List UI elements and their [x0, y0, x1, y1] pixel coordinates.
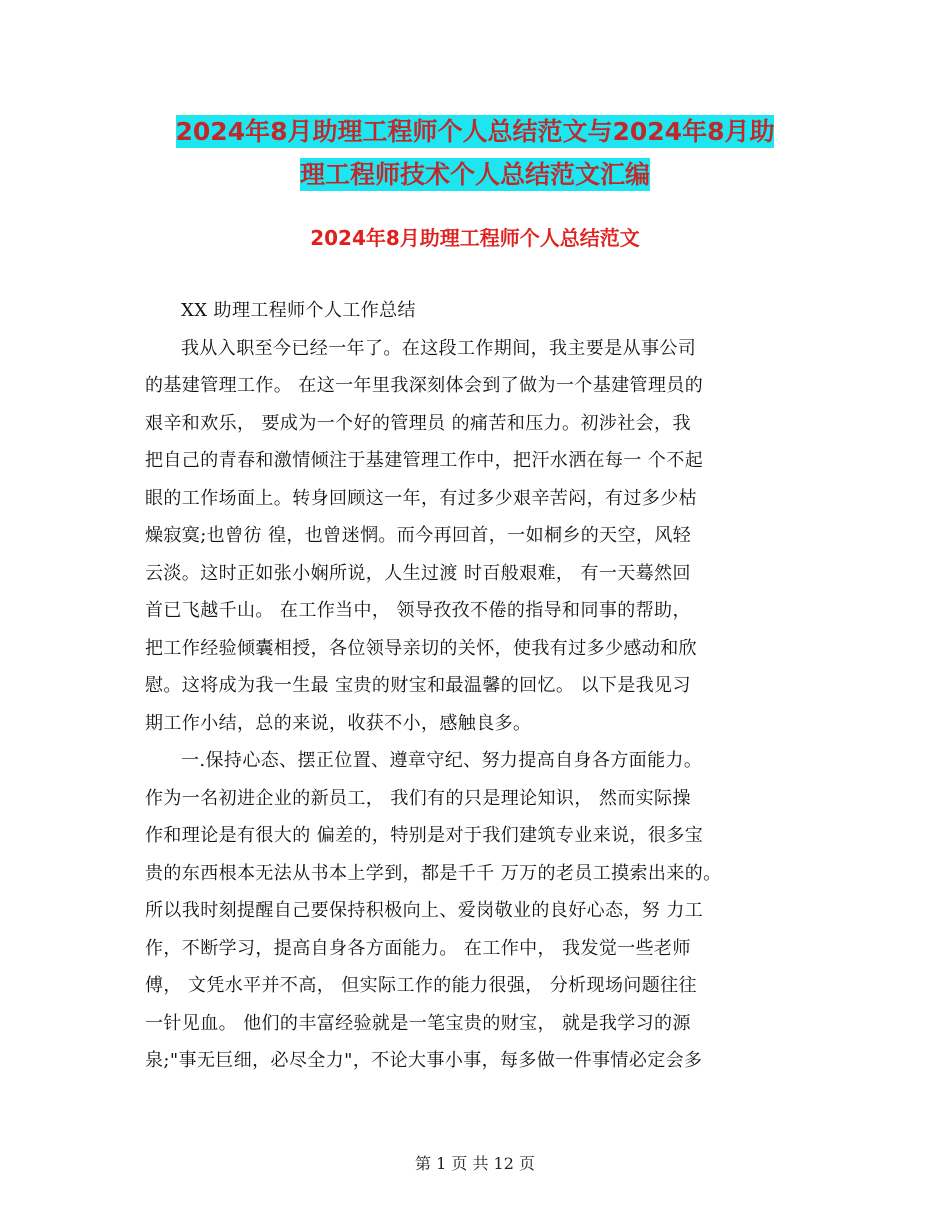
text-line: 作为一名初进企业的新员工， 我们有的只是理论知识， 然而实际操 [145, 787, 691, 809]
text-line: 泉;"事无巨细，必尽全力"，不论大事小事，每多做一件事情必定会多 [145, 1050, 703, 1071]
text-line: 艰辛和欢乐， 要成为一个好的管理员 的痛苦和压力。初涉社会，我 [145, 412, 691, 434]
text-line: 云淡。这时正如张小娴所说，人生过渡 时百般艰难， 有一天蓦然回 [145, 562, 691, 584]
text-line: 我从入职至今已经一年了。在这段工作期间，我主要是从事公司 [181, 337, 697, 359]
document-title-line-1 [0, 113, 950, 151]
text-line: 一.保持心态、摆正位置、遵章守纪、努力提高自身各方面能力。 [181, 750, 703, 771]
text-line: 期工作小结，总的来说，收获不小，感触良多。 [145, 712, 532, 734]
text-line: 把工作经验倾囊相授，各位领导亲切的关怀，使我有过多少感动和欣 [145, 637, 697, 659]
text-line: 所以我时刻提醒自己要保持积极向上、爱岗敬业的良好心态，努 力工 [145, 900, 704, 921]
text-line: 的基建管理工作。 在这一年里我深刻体会到了做为一个基建管理员的 [145, 375, 704, 396]
section-title: 2024年8月助理工程师个人总结范文 [310, 226, 640, 250]
text-line: 傅， 文凭水平并不高， 但实际工作的能力很强， 分析现场问题往往 [145, 975, 697, 996]
page-footer: 第 1 页 共 12 页 [415, 1154, 535, 1173]
text-line: 作和理论是有很大的 偏差的，特别是对于我们建筑专业来说，很多宝 [145, 825, 704, 846]
title-highlight-2: 理工程师技术个人总结范文汇编 [299, 160, 650, 189]
text-line: 一针见血。 他们的丰富经验就是一笔宝贵的财宝， 就是我学习的源 [145, 1012, 691, 1034]
text-line: 作，不断学习，提高自身各方面能力。 在工作中， 我发觉一些老师 [145, 937, 691, 959]
text-line: 贵的东西根本无法从书本上学到，都是千千 万万的老员工摸索出来的。 [145, 862, 722, 884]
text-line: 慰。这将成为我一生最 宝贵的财宝和最温馨的回忆。 以下是我见习 [145, 675, 691, 696]
text-line: 眼的工作场面上。转身回顾这一年，有过多少艰辛苦闷，有过多少枯 [145, 487, 697, 509]
title-highlight-1: 2024年8月助理工程师个人总结范文与2024年8月助 [175, 117, 775, 146]
text-line: 把自己的青春和激情倾注于基建管理工作中，把汗水洒在每一 个不起 [145, 450, 704, 471]
text-line: 燥寂寞;也曾彷 徨，也曾迷惘。而今再回首，一如桐乡的天空，风轻 [145, 525, 692, 546]
body-text [145, 292, 805, 1080]
text-line: XX 助理工程师个人工作总结 [181, 300, 416, 321]
text-line: 首已飞越千山。 在工作当中， 领导孜孜不倦的指导和同事的帮助， [145, 600, 691, 621]
document-title-line-2 [0, 156, 950, 194]
